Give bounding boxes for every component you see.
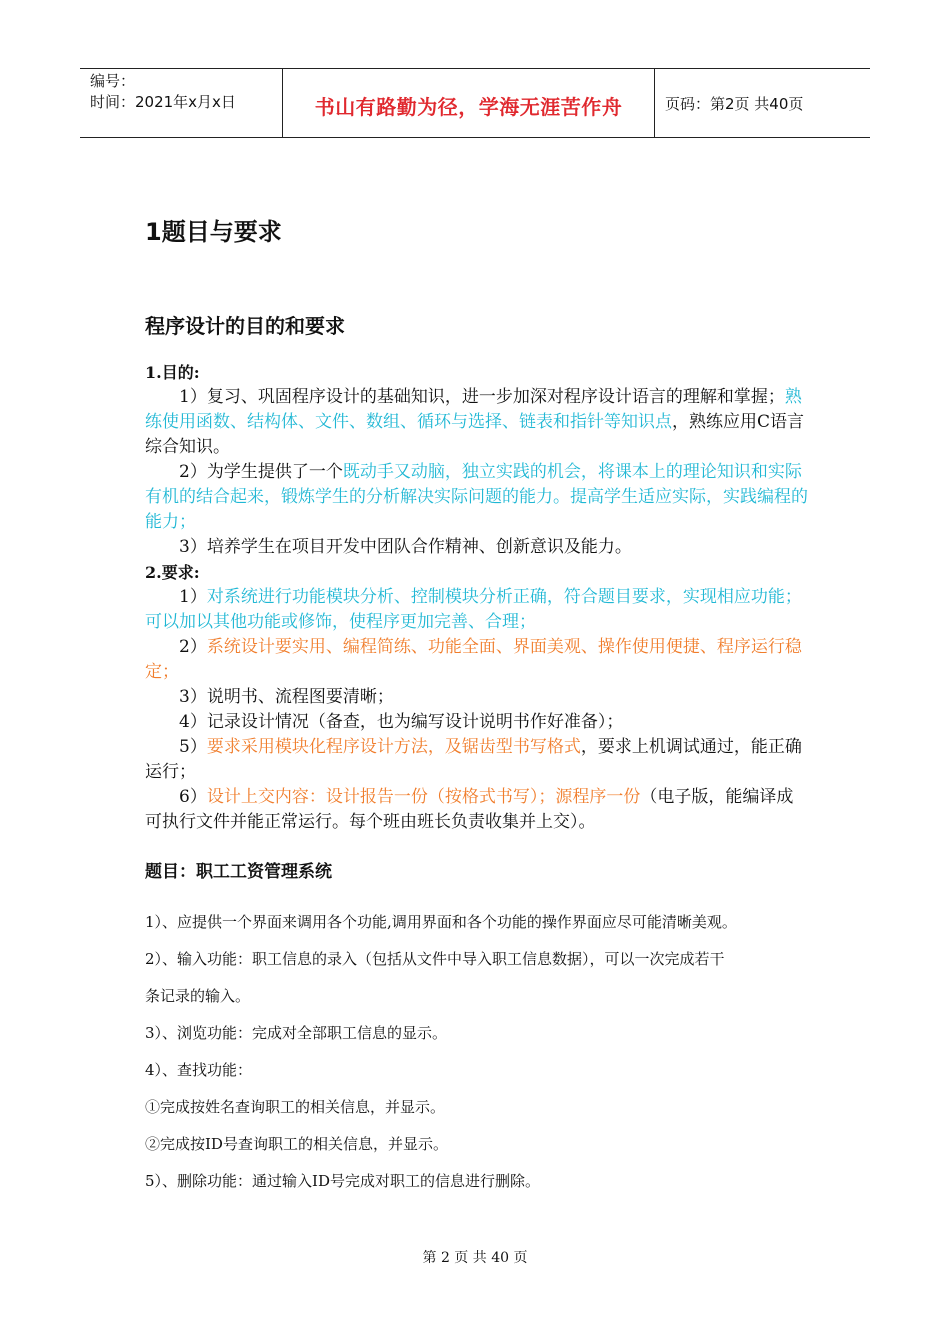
requirement-item-3: 3）说明书、流程图要清晰；: [179, 687, 394, 707]
purpose-label: 1.目的:: [145, 363, 200, 382]
time-label: 时间：2021年x月x日: [90, 93, 236, 111]
purpose-item-2: 2）为学生提供了一个既动手又动脑，独立实践的机会，将课本上的理论知识和实际有机的结合起来，锻炼学生的分析解决实际问题的能力。提高学生适应实际，实践编程的能力；: [145, 462, 808, 532]
requirement-item-2: 2）系统设计要实用、编程简练、功能全面、界面美观、操作使用便捷、程序运行稳定；: [145, 637, 802, 682]
requirement-item-5: 5）要求采用模块化程序设计方法，及锯齿型书写格式，要求上机调试通过，能正确运行；: [145, 737, 802, 782]
list-item: ②完成按ID号查询职工的相关信息，并显示。: [145, 1135, 448, 1153]
requirement-item-1: 1）对系统进行功能模块分析、控制模块分析正确，符合题目要求，实现相应功能；可以加以其他功能或修饰，使程序更加完善、合理；: [145, 587, 802, 632]
list-item: 3）、浏览功能：完成对全部职工信息的显示。: [145, 1024, 448, 1042]
list-item: 4）、查找功能：: [145, 1061, 253, 1079]
header-motto-cell: [282, 69, 655, 137]
list-item: 条记录的输入。: [145, 987, 251, 1005]
purpose-item-1: 1）复习、巩固程序设计的基础知识，进一步加深对程序设计语言的理解和掌握；熟练使用函数、结构体、文件、数组、循环与选择、链表和指针等知识点，熟练应用C语言综合知识。: [145, 387, 805, 457]
list-item: 2）、输入功能：职工信息的录入（包括从文件中导入职工信息数据），可以一次完成若干: [145, 950, 725, 968]
requirement-item-4: 4）记录设计情况（备查，也为编写设计说明书作好准备）；: [179, 712, 624, 732]
page-header: [80, 68, 870, 138]
page-footer: 第 2 页 共 40 页: [422, 1250, 528, 1266]
requirement-item-6: 6）设计上交内容：设计报告一份（按格式书写）；源程序一份（电子版，能编译成可执行文件并能正常运行。每个班由班长负责收集并上交）。: [145, 787, 794, 832]
subsection-heading: 程序设计的目的和要求: [145, 314, 345, 338]
motto-text: 书山有路勤为径，学海无涯苦作舟: [314, 94, 623, 119]
list-item: 1）、应提供一个界面来调用各个功能,调用界面和各个功能的操作界面应尽可能清晰美观。: [145, 913, 737, 931]
section-heading: 1题目与要求: [145, 218, 282, 246]
header-page-info: [655, 69, 870, 137]
requirements-body: [145, 360, 810, 835]
topic-list: [145, 912, 815, 1208]
number-label: 编号：: [90, 72, 136, 90]
page-info-text: 页码：第2页 共40页: [665, 94, 804, 113]
list-item: ①完成按姓名查询职工的相关信息，并显示。: [145, 1098, 446, 1116]
requirements-label: 2.要求:: [145, 563, 200, 582]
purpose-item-3: 3）培养学生在项目开发中团队合作精神、创新意识及能力。: [179, 537, 632, 557]
topic-title: 题目：职工工资管理系统: [145, 862, 332, 882]
list-item: 5）、删除功能：通过输入ID号完成对职工的信息进行删除。: [145, 1172, 540, 1190]
header-meta: [80, 69, 282, 137]
